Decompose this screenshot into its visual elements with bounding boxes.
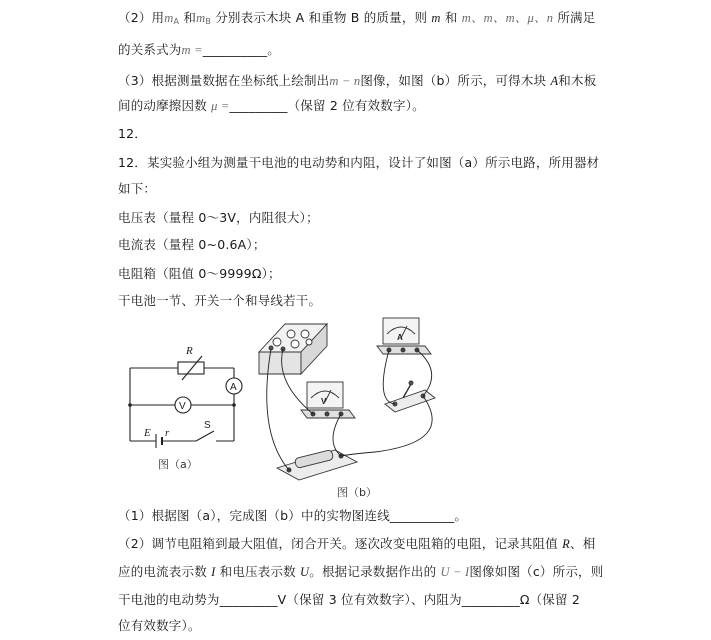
text-segment: 图像，如图（b）所示，可得木块	[360, 73, 547, 88]
q12-part1: （1）根据图（a），完成图（b）中的实物图连线__________。	[118, 508, 468, 523]
q11-part2-line1	[118, 10, 595, 30]
text-segment: Ω（保留 2	[519, 592, 581, 607]
symbol-m: m	[431, 11, 441, 25]
text-segment: 和木板	[558, 73, 597, 88]
q12-part2-line3	[118, 592, 580, 608]
figure-a-caption: 图（a）	[158, 458, 198, 471]
q12-part2-line4: 位有效数字）。	[118, 618, 201, 633]
label-S: S	[204, 420, 211, 431]
text-segment: 干电池的电动势为	[118, 592, 220, 607]
symbol-list: m、m、m、μ、n	[461, 11, 554, 25]
q11-part3-line2	[118, 98, 425, 114]
equipment-resistance-box: 电阻箱（阻值 0～9999Ω）；	[118, 266, 281, 281]
text-segment: 和	[183, 10, 197, 25]
circuit-diagram-a	[118, 338, 248, 478]
question-number: 12．	[118, 126, 148, 141]
resistance-box	[259, 324, 327, 374]
text-segment: （保留 2 位有效数字）。	[287, 98, 425, 113]
text-segment: 的关系式为	[118, 42, 182, 57]
q11-part2-line2	[118, 42, 280, 58]
label-A: A	[230, 382, 237, 393]
label-R: R	[186, 345, 193, 357]
ammeter-device	[377, 318, 431, 354]
text-segment: 图像如图（c）所示，则	[469, 564, 604, 579]
symbol-U: U	[300, 565, 310, 579]
ammeter-label: A	[397, 333, 403, 342]
label-V: V	[179, 401, 186, 412]
subscript-B: B	[205, 17, 212, 26]
q11-part3-line1	[118, 73, 596, 89]
text-segment: 应的电流表示数	[118, 564, 207, 579]
symbol-A: A	[550, 74, 559, 88]
symbol-m-eq: m =	[181, 43, 203, 57]
text-segment: V（保留 3 位有效数字）、内阻为	[277, 592, 462, 607]
symbol-I: I	[211, 565, 216, 579]
symbol-U-I: U − I	[440, 565, 470, 579]
answer-blank-resistance: _________	[461, 592, 520, 607]
text-segment: （2）用	[118, 10, 165, 25]
text-segment: 间的动摩擦因数	[118, 98, 207, 113]
text-segment: 所满足	[557, 10, 596, 25]
text-segment: （3）根据测量数据在坐标纸上绘制出	[118, 73, 330, 88]
text-segment: 分别表示木块 A 和重物 B 的质量，则	[215, 10, 428, 25]
symbol-mu: μ =	[211, 99, 230, 113]
voltmeter-device	[301, 382, 355, 418]
switch-device	[385, 381, 435, 412]
q12-part2-line1	[118, 536, 595, 552]
text-segment: （2）调节电阻箱到最大阻值，闭合开关。逐次改变电阻箱的电阻，记录其阻值	[118, 536, 558, 551]
answer-blank: _________	[229, 98, 288, 113]
text-segment: 。根据记录数据作出的	[309, 564, 437, 579]
label-r: r	[165, 427, 170, 439]
symbol-R: R	[562, 537, 570, 551]
label-E: E	[144, 427, 151, 439]
voltmeter-label: V	[321, 397, 327, 406]
subscript-A: A	[173, 17, 180, 26]
text-segment: 、相	[570, 536, 596, 551]
text-segment: 和	[444, 10, 458, 25]
symbol-mB: m	[196, 11, 206, 25]
equipment-voltmeter: 电压表（量程 0～3V，内阻很大）；	[118, 210, 319, 225]
equipment-ammeter: 电流表（量程 0~0.6A）；	[118, 237, 266, 252]
equipment-others: 干电池一节、开关一个和导线若干。	[118, 293, 322, 308]
battery-holder	[277, 450, 357, 480]
answer-blank: __________	[202, 42, 268, 57]
text-segment: 。	[267, 42, 280, 57]
q12-intro-line2: 如下：	[118, 181, 157, 196]
q12-part2-line2	[118, 564, 603, 580]
figure-b-caption: 图（b）	[337, 486, 377, 499]
apparatus-diagram-b	[255, 312, 455, 500]
text-segment: 和电压表示数	[219, 564, 296, 579]
q12-intro-line1: 12．某实验小组为测量干电池的电动势和内阻，设计了如图（a）所示电路，所用器材	[118, 155, 600, 170]
symbol-m-n: m − n	[329, 74, 361, 88]
answer-blank-emf: _________	[219, 592, 278, 607]
symbol-mA: m	[164, 11, 174, 25]
